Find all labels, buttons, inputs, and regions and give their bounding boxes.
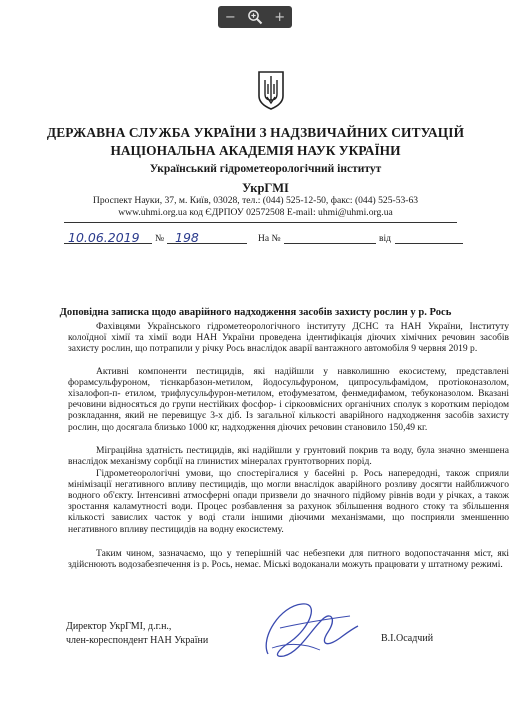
registration-date: 10.06.2019 <box>68 230 140 245</box>
reference-no-label: На № <box>258 234 281 244</box>
registration-number: 198 <box>175 230 199 245</box>
header-divider <box>64 222 457 223</box>
header-address: Проспект Науки, 37, м. Київ, 03028, тел.: (044) 525-12-50, факс: (044) 525-53-63 <box>92 195 419 206</box>
paragraph-1: Фахівцями Українського гідрометеорологічного інституту ДСНС та НАН України, Інституту колоїдної хімії та хімії води НАН України проведена ідентифікація діючих хімічних речовин засобів захисту рослин, що потрапили у річку Рось внаслідок аварії вантажного автомобіля 9 червня 2019 р. <box>68 320 509 354</box>
paragraph-5: Таким чином, зазначаємо, що у теперішній час небезпеки для питного водопостачання міст, які здійснюють водозабезпечення із р. Рось, немає. Міські водоканали можуть працювати у штатному режимі. <box>68 547 509 570</box>
header-institute: Український гідрометеорологічний інститут <box>149 163 382 175</box>
zoom-in-icon[interactable]: + <box>274 9 286 25</box>
zoom-out-icon[interactable]: − <box>224 9 236 25</box>
paragraph-2: Активні компоненти пестицидів, які надійшли у навколишню екосистему, представлені форамсульфуроном, тієнкарбазон-метилом, йодосульфуроном, ципросульфамідом, протіоконазолом, хізалофоп-п- етилом, трифлусульфурон-метилом, етофумезатом, фенмедифамом, тебуконазолом. Вказані речовини відносяться до групи нестійких фосфор- і сіркоовмісних органічних сполук з коротким періодом розкладання, який не перевищує 3-х діб. Із загальної кількості аварійного надходження засобів захисту рослин, що досягала близько 1000 кг, надходження діючих речовин становило 150,49 кг. <box>68 365 509 433</box>
header-abbr: УкрГМІ <box>242 181 289 195</box>
header-agency: ДЕРЖАВНА СЛУЖБА УКРАЇНИ З НАДЗВИЧАЙНИХ СИТУАЦІЙ <box>46 125 465 140</box>
reference-from-label: від <box>379 234 391 244</box>
date-underline <box>64 243 152 244</box>
header-web: www.uhmi.org.ua код ЄДРПОУ 02572508 E-mail: uhmi@uhmi.org.ua <box>118 207 393 218</box>
from-underline <box>395 243 463 244</box>
document-title: Доповідна записка щодо аварійного надходження засобів захисту рослин у р. Рось <box>59 307 452 318</box>
header-academy: НАЦІОНАЛЬНА АКАДЕМІЯ НАУК УКРАЇНИ <box>110 143 401 158</box>
handwritten-signature <box>250 598 360 662</box>
signatory-position <box>66 620 208 647</box>
coat-of-arms-icon <box>257 70 285 110</box>
magnifier-icon[interactable] <box>245 7 265 27</box>
reference-underline <box>284 243 376 244</box>
zoom-toolbar <box>218 6 292 28</box>
signatory-position-line1: Директор УкрГМІ, д.г.н., <box>66 621 172 632</box>
paragraph-4: Гідрометеорологічні умови, що спостерігалися у басейні р. Рось напередодні, також сприяли мінімізації негативного впливу пестицидів, що могли внаслідок аварійного розливу досягти найближчого водного об'єкту. Інтенсивні атмосферні опади призвели до значного підйому рівнів води у річках, а також зростання каламутності води. Процес розбавлення за рахунок збільшення водного стоку та збільшення кількості завислих часток у воді стали іншими діючими механізмами, що посприяли зменшенню негативного впливу пестицидів на водну екосистему. <box>68 467 509 535</box>
signatory-position-line2: член-кореспондент НАН України <box>66 634 209 646</box>
registration-line <box>0 230 511 246</box>
signatory-name: В.І.Осадчий <box>381 633 434 644</box>
paragraph-3: Міграційна здатність пестицидів, які надійшли у грунтовий покрив та воду, була значно зменшена внаслідок механізму сорбції на глинистих мінералах грунтотворних порід. <box>68 444 509 467</box>
number-underline <box>167 243 247 244</box>
registration-no-label: № <box>155 234 165 244</box>
